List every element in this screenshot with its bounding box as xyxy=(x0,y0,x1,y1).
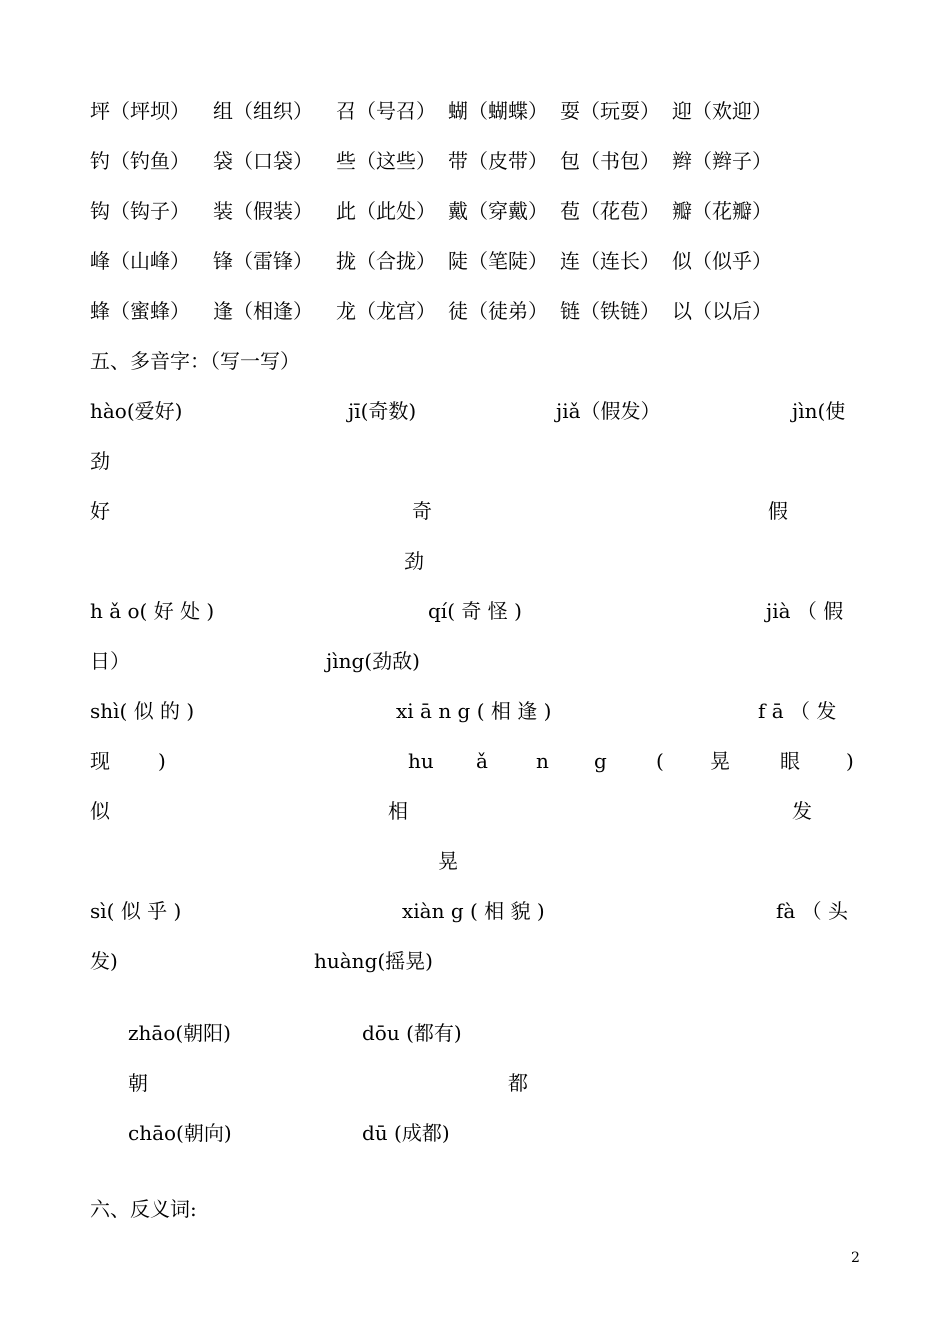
pinyin-entry: chāo(朝向) xyxy=(128,1121,232,1145)
vocab-item: 锋（雷锋） xyxy=(213,249,313,273)
vocab-item: 拢（合拢） xyxy=(336,249,436,273)
pinyin-entry: huàng(摇晃) xyxy=(314,949,433,973)
vocab-item: 龙（龙宫） xyxy=(336,299,436,323)
vocab-item: 召（号召） xyxy=(336,99,436,123)
polyphone-char: 似 xyxy=(90,799,110,823)
pinyin-wrap: hu xyxy=(408,749,434,773)
vocab-item: 迎（欢迎） xyxy=(672,99,772,123)
pinyin-wrap: ( xyxy=(656,749,664,773)
vocab-item: 峰（山峰） xyxy=(90,249,190,273)
vocab-item: 袋（口袋） xyxy=(213,149,313,173)
pinyin-entry: zhāo(朝阳) xyxy=(128,1021,231,1045)
pinyin-entry: f ā （ 发 xyxy=(758,699,837,723)
pinyin-entry: jìng(劲敌) xyxy=(326,649,420,673)
polyphone-char: 发 xyxy=(792,799,812,823)
pinyin-wrap: 劲 xyxy=(90,449,110,473)
pinyin-entry: jiǎ（假发） xyxy=(556,399,661,423)
vocab-item: 蝴（蝴蝶） xyxy=(448,99,548,123)
vocab-item: 似（似乎） xyxy=(672,249,772,273)
pinyin-entry: qí( 奇 怪 ) xyxy=(428,599,522,623)
vocab-item: 逢（相逢） xyxy=(213,299,313,323)
pinyin-wrap: 日） xyxy=(90,649,130,673)
vocab-item: 以（以后） xyxy=(672,299,772,323)
polyphone-char: 晃 xyxy=(438,849,458,873)
polyphone-char: 相 xyxy=(388,799,408,823)
pinyin-wrap: 现 xyxy=(90,749,110,773)
vocab-item: 陡（笔陡） xyxy=(448,249,548,273)
polyphone-char: 朝 xyxy=(128,1071,148,1095)
pinyin-entry: hào(爱好) xyxy=(90,399,183,423)
vocab-item: 链（铁链） xyxy=(560,299,660,323)
pinyin-entry: h ǎ o( 好 处 ) xyxy=(90,599,215,623)
vocab-item: 装（假装） xyxy=(213,199,313,223)
pinyin-wrap: 发) xyxy=(90,949,118,973)
polyphone-char: 都 xyxy=(508,1071,528,1095)
vocab-item: 戴（穿戴） xyxy=(448,199,548,223)
pinyin-wrap: ) xyxy=(158,749,166,773)
vocab-item: 蜂（蜜蜂） xyxy=(90,299,190,323)
section-5-title: 五、多音字：（写一写） xyxy=(90,349,300,373)
pinyin-entry: shì( 似 的 ) xyxy=(90,699,195,723)
pinyin-entry: sì( 似 乎 ) xyxy=(90,899,182,923)
polyphone-char: 劲 xyxy=(404,549,424,573)
polyphone-char: 假 xyxy=(768,499,788,523)
vocab-item: 钓（钓鱼） xyxy=(90,149,190,173)
polyphone-char: 奇 xyxy=(412,499,432,523)
pinyin-wrap: 眼 xyxy=(780,749,800,773)
vocab-item: 苞（花苞） xyxy=(560,199,660,223)
pinyin-wrap: g xyxy=(594,749,607,773)
pinyin-entry: jī(奇数) xyxy=(348,399,417,423)
polyphone-char: 好 xyxy=(90,499,110,523)
pinyin-entry: dū (成都) xyxy=(362,1121,450,1145)
pinyin-wrap: ) xyxy=(846,749,854,773)
pinyin-entry: jià （ 假 xyxy=(766,599,844,623)
vocab-item: 带（皮带） xyxy=(448,149,548,173)
pinyin-wrap: n xyxy=(536,749,549,773)
vocab-item: 钩（钩子） xyxy=(90,199,190,223)
pinyin-entry: dōu (都有) xyxy=(362,1021,462,1045)
pinyin-entry: jìn(使 xyxy=(792,399,846,423)
vocab-item: 坪（坪坝） xyxy=(90,99,190,123)
vocab-item: 此（此处） xyxy=(336,199,436,223)
section-6-title: 六、反义词: xyxy=(90,1197,197,1221)
pinyin-wrap: 晃 xyxy=(710,749,730,773)
pinyin-wrap: ǎ xyxy=(476,749,488,773)
vocab-item: 瓣（花瓣） xyxy=(672,199,772,223)
vocab-item: 些（这些） xyxy=(336,149,436,173)
vocab-item: 组（组织） xyxy=(213,99,313,123)
pinyin-entry: fà （ 头 xyxy=(776,899,849,923)
pinyin-entry: xiàn g ( 相 貌 ) xyxy=(402,899,545,923)
vocab-item: 徒（徒弟） xyxy=(448,299,548,323)
vocab-item: 连（连长） xyxy=(560,249,660,273)
vocab-item: 包（书包） xyxy=(560,149,660,173)
vocab-item: 耍（玩耍） xyxy=(560,99,660,123)
pinyin-entry: xi ā n g ( 相 逢 ) xyxy=(396,699,552,723)
page-number: 2 xyxy=(851,1250,860,1266)
vocab-item: 辫（辫子） xyxy=(672,149,772,173)
